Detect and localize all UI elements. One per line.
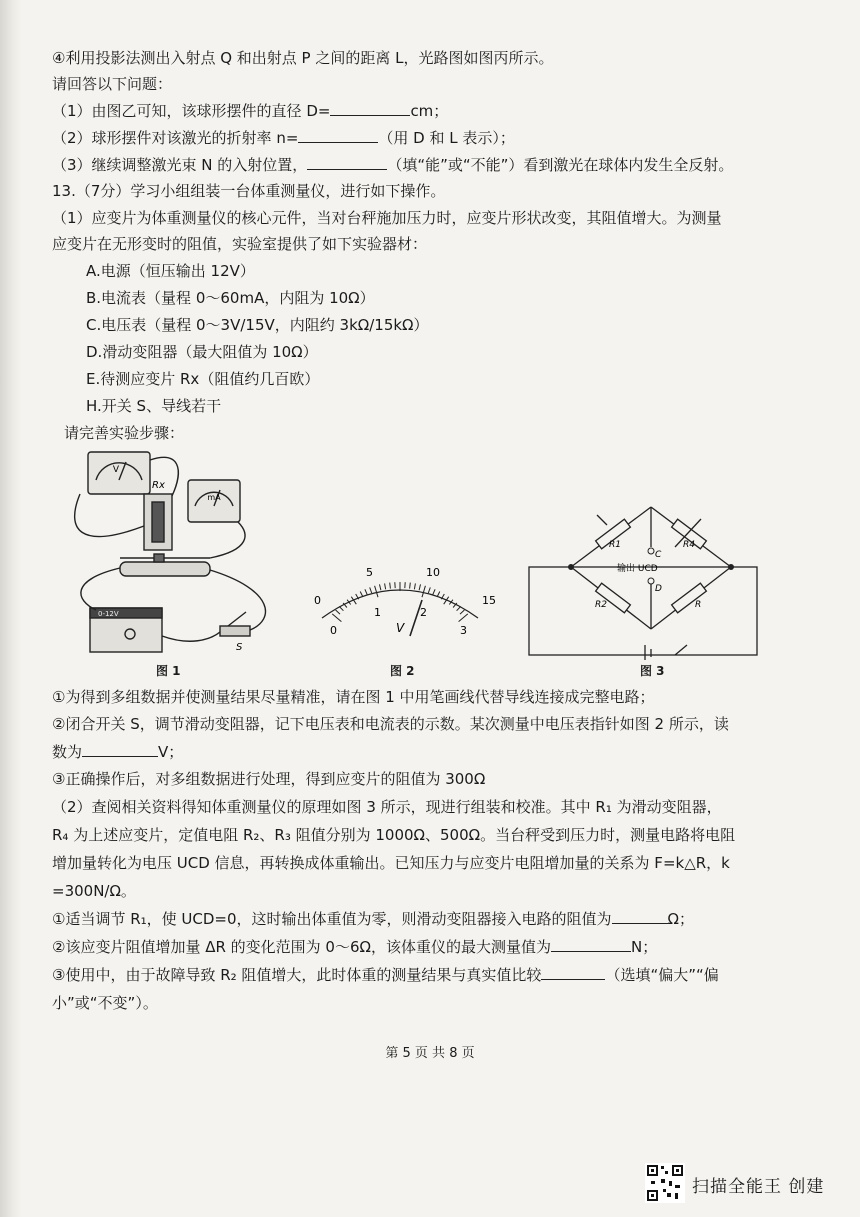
top-scale-10: 10	[426, 566, 440, 579]
switch-label: S	[236, 642, 243, 653]
text-line: 请完善实验步骤：	[64, 424, 185, 442]
answer-blank	[298, 128, 378, 143]
scale-tick	[370, 587, 372, 593]
scale-tick	[414, 583, 415, 589]
answer-blank	[330, 101, 410, 116]
question-2-text: （2）球形摆件对该激光的折射率 n=	[52, 129, 299, 147]
top-scale-5: 5	[366, 566, 373, 579]
bottom-scale-0: 0	[330, 624, 337, 637]
bottom-scale-2: 2	[420, 606, 427, 619]
text-line: 增加量转化为电压 UCD 信息，再转换成体重输出。已知压力与应变片电阻增加量的关系为 F=k△R，k	[52, 854, 730, 872]
page-footer: 第 5 页 共 8 页	[385, 1046, 475, 1061]
answer-blank	[541, 965, 605, 980]
scale-tick	[390, 583, 391, 589]
sub-question-3-note: （选填“偏大”“偏	[605, 966, 719, 984]
supply-label: 0-12V	[98, 610, 119, 618]
qr-code-icon	[645, 1163, 685, 1203]
text-line: 小”或“不变”）。	[52, 994, 158, 1012]
scale-tick	[419, 584, 420, 590]
problem-13-title: 13.（7分）学习小组组装一台体重测量仪，进行如下操作。	[52, 182, 446, 200]
scale-tick	[365, 589, 367, 595]
step-2-cont	[52, 742, 183, 762]
bottom-scale-3: 3	[460, 624, 467, 637]
c-label: C	[655, 550, 662, 560]
scale-tick	[422, 586, 425, 597]
equipment-item: A.电源（恒压输出 12V）	[86, 262, 255, 280]
text-line: ④利用投影法测出入射点 Q 和出射点 P 之间的距离 L，光路图如图丙所示。	[52, 49, 554, 67]
sub-question-2-unit: N；	[631, 938, 658, 956]
step-2: ②闭合开关 S，调节滑动变阻器，记下电压表和电流表的示数。某次测量中电压表指针如图 2 所示，读	[52, 715, 729, 733]
bottom-scale-1: 1	[374, 606, 381, 619]
figure-1-caption: 图 1	[156, 664, 181, 678]
d-label: D	[655, 584, 662, 594]
figure-2-caption: 图 2	[390, 664, 415, 678]
scan-edge-shadow	[0, 0, 22, 1217]
unit-label: V	[396, 621, 405, 635]
question-1-unit: cm；	[410, 102, 449, 120]
equipment-item: B.电流表（量程 0～60mA，内阻为 10Ω）	[86, 289, 375, 307]
scale-tick	[332, 614, 341, 622]
text-line: 应变片在无形变时的阻值，实验室提供了如下实验器材：	[52, 235, 428, 253]
sub-question-1-text: ①适当调节 R₁，使 UCD=0，这时输出体重值为零，则滑动变阻器接入电路的阻值为	[52, 910, 612, 928]
step-2-unit: V；	[158, 743, 184, 761]
figure-3-bridge-circuit	[525, 495, 765, 660]
equipment-item: H.开关 S、导线若干	[86, 397, 222, 415]
ammeter-label: mA	[207, 493, 221, 502]
r4-label: R4	[683, 540, 695, 550]
equipment-item: C.电压表（量程 0～3V/15V，内阻约 3kΩ/15kΩ）	[86, 316, 429, 334]
figure-3-caption: 图 3	[640, 664, 665, 678]
scale-tick	[375, 586, 378, 597]
top-scale-0: 0	[314, 594, 321, 607]
rx-label: Rx	[152, 480, 165, 491]
top-scale-15: 15	[482, 594, 496, 607]
question-3-text: （3）继续调整激光束 N 的入射位置，	[52, 156, 308, 174]
answer-blank	[612, 909, 668, 924]
r2-label: R2	[595, 600, 607, 610]
r1-label: R1	[609, 540, 621, 550]
sub-question-3-text: ③使用中，由于故障导致 R₂ 阻值增大，此时体重的测量结果与真实值比较	[52, 966, 542, 984]
sub-question-1	[52, 909, 694, 929]
text-line: （2）查阅相关资料得知体重测量仪的原理如图 3 所示，现进行组装和校准。其中 R₁ 为滑动变阻器，	[52, 798, 722, 816]
text-line: R₄ 为上述应变片，定值电阻 R₂、R₃ 阻值分别为 1000Ω、500Ω。当台秤受到压力时，测量电路将电阻	[52, 826, 736, 844]
step-3: ③正确操作后，对多组数据进行处理，得到应变片的阻值为 300Ω	[52, 770, 486, 788]
answer-blank	[82, 742, 158, 757]
question-1	[52, 101, 448, 121]
scanner-watermark: 扫描全能王 创建	[692, 1177, 825, 1197]
step-1: ①为得到多组数据并使测量结果尽量精准，请在图 1 中用笔画线代替导线连接成完整电路；	[52, 688, 655, 706]
equipment-item: D.滑动变阻器（最大阻值为 10Ω）	[86, 343, 318, 361]
sub-question-2	[52, 937, 657, 957]
answer-blank	[551, 937, 631, 952]
question-1-text: （1）由图乙可知，该球形摆件的直径 D=	[52, 102, 331, 120]
sub-question-1-unit: Ω；	[667, 910, 695, 928]
scale-tick	[336, 610, 340, 614]
step-2-text: 数为	[52, 743, 83, 761]
sub-question-2-text: ②该应变片阻值增加量 ΔR 的变化范围为 0～6Ω，该体重仪的最大测量值为	[52, 938, 551, 956]
r-label: R	[695, 600, 702, 610]
scale-tick	[433, 589, 435, 595]
scale-tick	[459, 614, 468, 622]
output-label: 输出 UCD	[617, 564, 658, 574]
question-3	[52, 155, 733, 175]
figure-2-voltmeter-scale	[300, 560, 500, 650]
scale-tick	[428, 587, 430, 593]
equipment-item: E.待测应变片 Rx（阻值约几百欧）	[86, 370, 320, 388]
scale-tick	[385, 583, 386, 589]
scale-tick	[380, 584, 381, 590]
text-line: =300N/Ω。	[52, 882, 136, 900]
sub-question-3	[52, 965, 719, 985]
text-line: 请回答以下问题：	[52, 75, 173, 93]
question-3-note: （填“能”或“不能”）看到激光在球体内发生全反射。	[387, 156, 734, 174]
scale-tick	[410, 583, 411, 589]
figure-1-apparatus	[60, 450, 285, 660]
scale-tick	[460, 610, 464, 614]
text-line: （1）应变片为体重测量仪的核心元件，当对台秤施加压力时，应变片形状改变，其阻值增大。为测量	[52, 209, 722, 227]
question-2	[52, 128, 515, 148]
answer-blank	[307, 155, 387, 170]
question-2-note: （用 D 和 L 表示）；	[378, 129, 515, 147]
voltmeter-label: V	[112, 465, 120, 475]
